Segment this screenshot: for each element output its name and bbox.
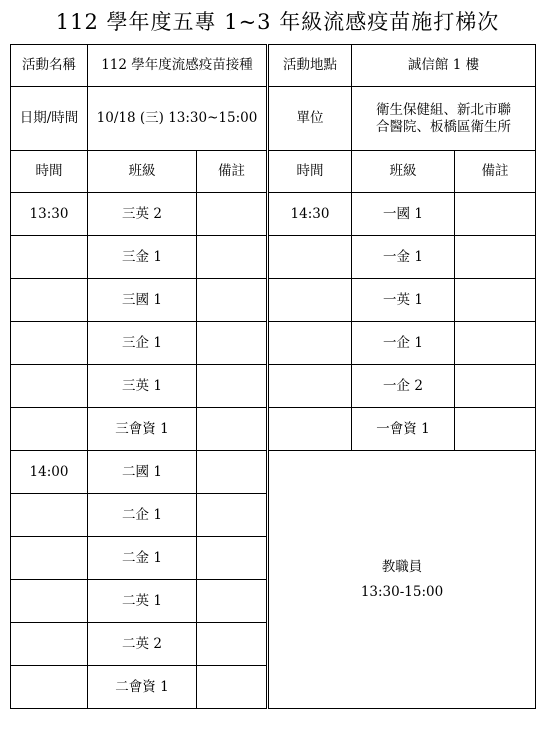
staff-label: 教職員 xyxy=(381,559,423,576)
left-note-cell xyxy=(197,365,268,408)
left-time-cell xyxy=(11,623,88,666)
right-class-cell: 一會資 1 xyxy=(352,408,455,451)
left-note-cell xyxy=(197,408,268,451)
activity-row xyxy=(11,45,536,87)
left-note-cell xyxy=(197,623,268,666)
left-class-cell: 二國 1 xyxy=(88,451,197,494)
unit-line-2: 合醫院、板橋區衛生所 xyxy=(376,118,511,135)
left-note-cell xyxy=(197,279,268,322)
left-class-cell: 三企 1 xyxy=(88,322,197,365)
right-class-cell: 一英 1 xyxy=(352,279,455,322)
left-time-cell: 13:30 xyxy=(11,193,88,236)
left-class-cell: 二金 1 xyxy=(88,537,197,580)
activity-name-value: 112 學年度流感疫苗接種 xyxy=(88,45,268,87)
right-class-cell: 一國 1 xyxy=(352,193,455,236)
table-row xyxy=(11,236,536,279)
left-time-cell xyxy=(11,494,88,537)
table-row xyxy=(11,451,536,494)
right-note-cell xyxy=(455,322,536,365)
left-class-cell: 三國 1 xyxy=(88,279,197,322)
unit-label: 單位 xyxy=(268,87,352,151)
staff-cell xyxy=(268,451,536,709)
left-note-cell xyxy=(197,193,268,236)
right-note-cell xyxy=(455,193,536,236)
left-class-cell: 二英 2 xyxy=(88,623,197,666)
left-class-cell: 三會資 1 xyxy=(88,408,197,451)
right-time-cell xyxy=(268,408,352,451)
left-note-header: 備註 xyxy=(197,151,268,193)
right-time-cell xyxy=(268,279,352,322)
staff-time: 13:30-15:00 xyxy=(360,583,444,600)
left-note-cell xyxy=(197,322,268,365)
location-value: 誠信館 1 樓 xyxy=(352,45,536,87)
page-title: 112 學年度五專 1~3 年級流感疫苗施打梯次 xyxy=(55,10,500,34)
table-row xyxy=(11,408,536,451)
table-row xyxy=(11,193,536,236)
left-class-header: 班級 xyxy=(88,151,197,193)
left-time-cell xyxy=(11,365,88,408)
left-time-cell xyxy=(11,537,88,580)
date-label: 日期/時間 xyxy=(11,87,88,151)
left-note-cell xyxy=(197,537,268,580)
table-row xyxy=(11,279,536,322)
right-time-cell: 14:30 xyxy=(268,193,352,236)
location-label: 活動地點 xyxy=(268,45,352,87)
left-time-cell xyxy=(11,236,88,279)
left-class-cell: 二企 1 xyxy=(88,494,197,537)
right-time-cell xyxy=(268,322,352,365)
date-value: 10/18 (三) 13:30~15:00 xyxy=(88,87,268,151)
right-time-cell xyxy=(268,365,352,408)
left-note-cell xyxy=(197,494,268,537)
left-note-cell xyxy=(197,666,268,709)
right-note-cell xyxy=(455,279,536,322)
right-class-header: 班級 xyxy=(352,151,455,193)
activity-name-label: 活動名稱 xyxy=(11,45,88,87)
unit-value xyxy=(352,87,536,151)
left-class-cell: 二會資 1 xyxy=(88,666,197,709)
right-time-header: 時間 xyxy=(268,151,352,193)
left-time-cell xyxy=(11,408,88,451)
left-time-cell xyxy=(11,279,88,322)
right-class-cell: 一金 1 xyxy=(352,236,455,279)
left-time-cell xyxy=(11,580,88,623)
schedule-table xyxy=(10,44,536,709)
left-note-cell xyxy=(197,236,268,279)
table-row xyxy=(11,322,536,365)
right-class-cell: 一企 2 xyxy=(352,365,455,408)
left-class-cell: 三金 1 xyxy=(88,236,197,279)
left-class-cell: 三英 2 xyxy=(88,193,197,236)
right-note-cell xyxy=(455,236,536,279)
date-row xyxy=(11,87,536,151)
unit-line-1: 衛生保健組、新北市聯 xyxy=(376,102,511,119)
right-time-cell xyxy=(268,236,352,279)
right-note-header: 備註 xyxy=(455,151,536,193)
column-header-row xyxy=(11,151,536,193)
left-note-cell xyxy=(197,580,268,623)
right-class-cell: 一企 1 xyxy=(352,322,455,365)
right-note-cell xyxy=(455,365,536,408)
right-note-cell xyxy=(455,408,536,451)
left-time-cell: 14:00 xyxy=(11,451,88,494)
left-time-header: 時間 xyxy=(11,151,88,193)
left-time-cell xyxy=(11,666,88,709)
left-note-cell xyxy=(197,451,268,494)
left-time-cell xyxy=(11,322,88,365)
table-row xyxy=(11,365,536,408)
left-class-cell: 二英 1 xyxy=(88,580,197,623)
left-class-cell: 三英 1 xyxy=(88,365,197,408)
